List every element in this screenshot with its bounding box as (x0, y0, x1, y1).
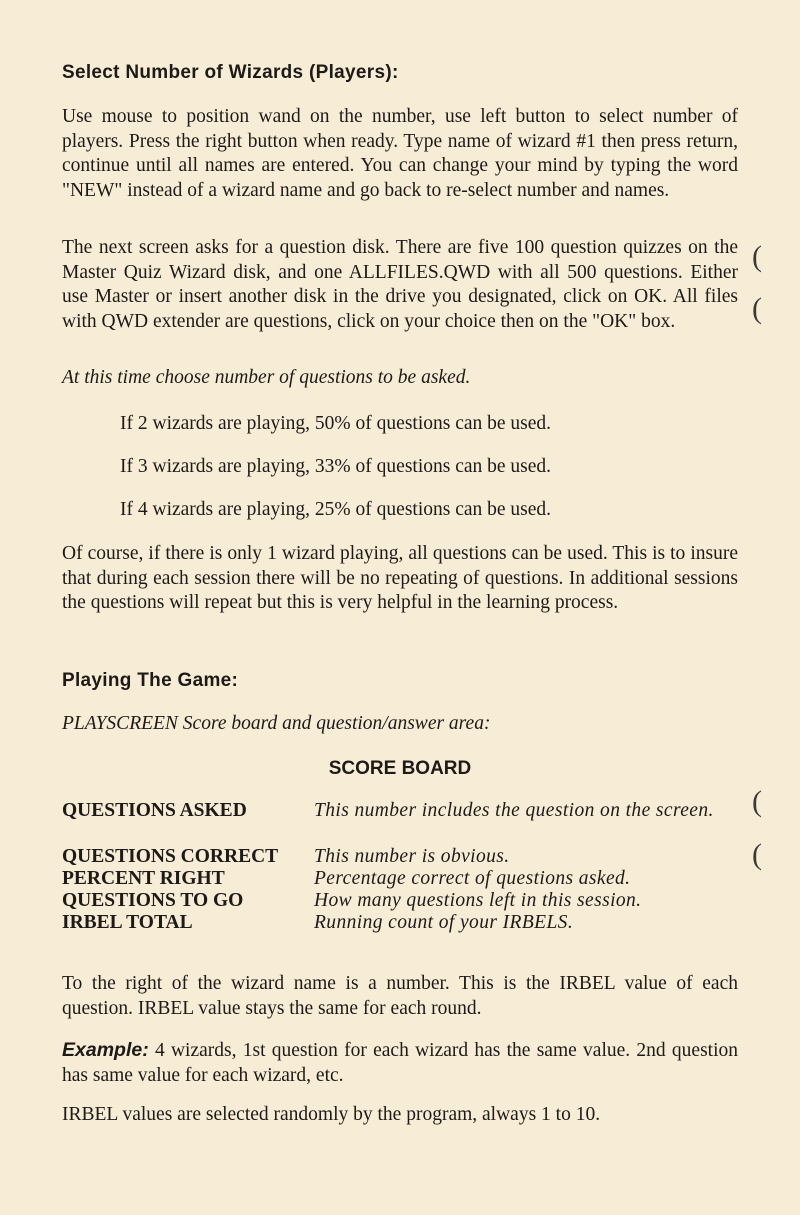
playscreen-line: PLAYSCREEN Score board and question/answer area: (62, 713, 491, 734)
paragraph-wand-instructions: Use mouse to position wand on the number, use left button to select number of players. Press the right button when ready. Type name of wizard #1 then press return, continue until all names are entered. You can change your mind by typing the word "NEW" instead of a wizard name and go back to re-select number and names. (62, 106, 738, 201)
scoreboard-label: QUESTIONS CORRECT (62, 846, 279, 867)
italic-choose-questions: At this time choose number of questions to be asked. (62, 367, 471, 388)
scoreboard-description: Running count of your IRBELS. (314, 912, 574, 933)
margin-parenthesis-mark: ( (752, 240, 762, 273)
scoreboard-label: PERCENT RIGHT (62, 868, 225, 889)
paragraph-irbel-value: To the right of the wizard name is a number. This is the IRBEL value of each question. IRBEL value stays the same for each round. (62, 973, 738, 1019)
section-heading-select-wizards: Select Number of Wizards (Players): (62, 62, 399, 83)
paragraph-example (62, 1038, 738, 1088)
scoreboard-label: QUESTIONS ASKED (62, 800, 247, 821)
margin-parenthesis-mark: ( (752, 292, 762, 325)
rule-3-wizards: If 3 wizards are playing, 33% of questions can be used. (120, 456, 552, 477)
paragraph-question-disk: The next screen asks for a question disk. There are five 100 question quizzes on the Master Quiz Wizard disk, and one ALLFILES.QWD with all 500 questions. Either use Master or insert another disk in the drive you designated, click on OK. All files with QWD extender are questions, click on your choice then on the "OK" box. (62, 237, 738, 332)
example-label: Example: (62, 1039, 149, 1061)
scoreboard-description: How many questions left in this session. (314, 890, 642, 911)
scoreboard-label: QUESTIONS TO GO (62, 890, 244, 911)
scoreboard-title: SCORE BOARD (328, 758, 472, 779)
rule-2-wizards: If 2 wizards are playing, 50% of questions can be used. (120, 413, 552, 434)
margin-parenthesis-mark: ( (752, 785, 762, 818)
scoreboard-label: IRBEL TOTAL (62, 912, 193, 933)
margin-parenthesis-mark: ( (752, 838, 762, 871)
rule-4-wizards: If 4 wizards are playing, 25% of questions can be used. (120, 499, 552, 520)
paragraph-irbel-random: IRBEL values are selected randomly by the program, always 1 to 10. (62, 1104, 601, 1125)
example-text: 4 wizards, 1st question for each wizard has the same value. 2nd question has same value for each wizard, etc. (62, 1040, 738, 1086)
scoreboard-description: This number includes the question on the screen. (314, 800, 714, 821)
scoreboard-description: Percentage correct of questions asked. (314, 868, 631, 889)
section-heading-playing-game: Playing The Game: (62, 670, 239, 691)
paragraph-one-wizard: Of course, if there is only 1 wizard playing, all questions can be used. This is to insure that during each session there will be no repeating of questions. In additional sessions the questions will repeat but this is very helpful in the learning process. (62, 543, 738, 613)
scoreboard-description: This number is obvious. (314, 846, 510, 867)
